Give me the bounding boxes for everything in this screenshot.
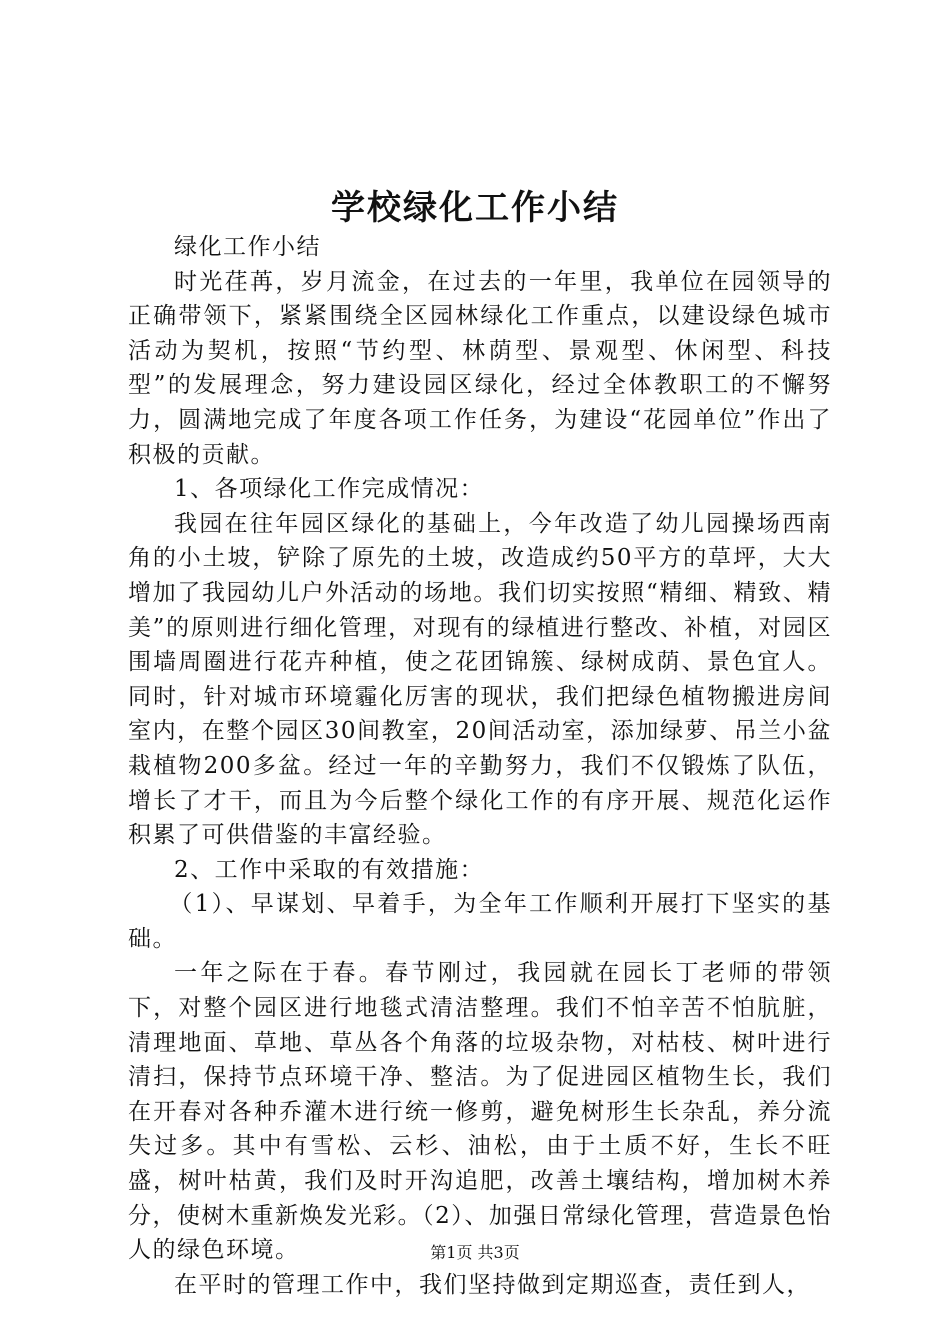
paragraph-subtitle: 绿化工作小结 <box>174 234 321 260</box>
document-body <box>128 230 832 1302</box>
document-title: 学校绿化工作小结 <box>331 188 619 228</box>
paragraph-intro: 时光荏苒，岁月流金，在过去的一年里，我单位在园领导的正确带领下，紧紧围绕全区园林绿化工作重点，以建设绿色城市活动为契机，按照“节约型、林荫型、景观型、休闲型、科技型”的发展理念，努力建设园区绿化，经过全体教职工的不懈努力，圆满地完成了年度各项工作任务，为建设“花园单位”作出了积极的贡献。 <box>128 268 832 468</box>
paragraph-management: 在平时的管理工作中，我们坚持做到定期巡查，责任到人， <box>174 1271 811 1298</box>
section-heading-1: 1、各项绿化工作完成情况： <box>174 476 485 503</box>
page-footer: 第1页 共3页 <box>430 1243 520 1262</box>
paragraph-spring: 一年之际在于春。春节刚过，我园就在园长丁老师的带领下，对整个园区进行地毯式清洁整理。我们不怕辛苦不怕肮脏，清理地面、草地、草丛各个角落的垃圾杂物，对枯枝、树叶进行清扫，保持节点环境干净、整洁。为了促进园区植物生长，我们在开春对各种乔灌木进行统一修剪，避免树形生长杂乱，养分流失过多。其中有雪松、云杉、油松，由于土质不好，生长不旺盛，树叶枯黄，我们及时开沟追肥，改善土壤结构，增加树木养分，使树木重新焕发光彩。（2）、加强日常绿化管理，营造景色怡人的绿色环境。 <box>128 960 832 1264</box>
sub-heading-1: （1）、早谋划、早着手，为全年工作顺利开展打下坚实的基础。 <box>128 891 832 952</box>
paragraph-completion: 我园在往年园区绿化的基础上，今年改造了幼儿园操场西南角的小土坡，铲除了原先的土坡，改造成约50平方的草坪，大大增加了我园幼儿户外活动的场地。我们切实按照“精细、精致、精美”的原则进行细化管理，对现有的绿植进行整改、补植，对园区围墙周圈进行花卉种植，使之花团锦簇、绿树成荫、景色宜人。同时，针对城市环境霾化厉害的现状，我们把绿色植物搬进房间室内，在整个园区30间教室，20间活动室，添加绿萝、吊兰小盆栽植物200多盆。经过一年的辛勤努力，我们不仅锻炼了队伍，增长了才干，而且为今后整个绿化工作的有序开展、规范化运作积累了可供借鉴的丰富经验。 <box>128 510 832 849</box>
section-heading-2: 2、工作中采取的有效措施： <box>174 856 485 883</box>
